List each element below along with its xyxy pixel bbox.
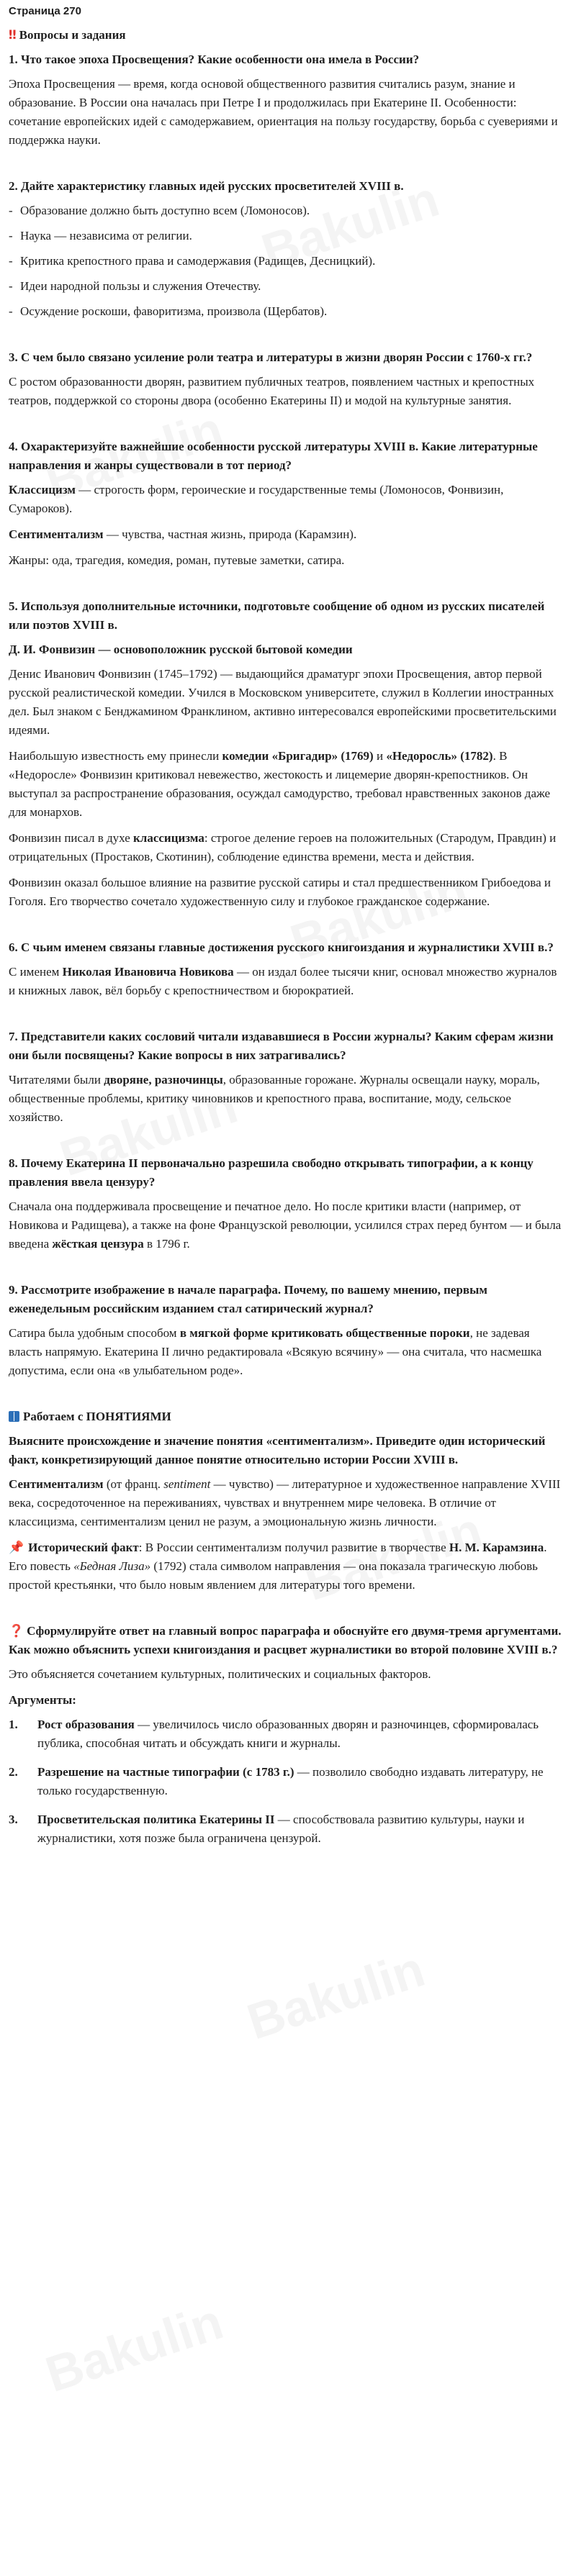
text-run: , образованные горожане. Журналы освещали науку, мораль, общественные проблемы, критику чиновников и крепостного права, воспитание, моду, сельское хозяйство. <box>9 1073 540 1124</box>
text-run: и <box>373 749 387 763</box>
watermark <box>45 2311 223 2385</box>
question-text: 1. Что такое эпоха Просвещения? Какие особенности она имела в России? <box>9 53 420 66</box>
book-icon <box>9 1411 19 1422</box>
question-9 <box>9 1281 566 1380</box>
italic-run: sentiment <box>163 1477 211 1491</box>
question-text: 5. Используя дополнительные источники, подготовьте сообщение об одном из русских писателей или поэтов XVIII в. <box>9 599 545 632</box>
text-run: в 1796 г. <box>143 1237 190 1251</box>
text-run: — чувство) — литературное и художественное направление XVIII века, сосредоточенное на переживаниях, чувствах и внутреннем мире человека. В отличие от классицизма, сентиментализм ценил не разум, а эмоциональную жизнь личности. <box>9 1477 561 1528</box>
list-item <box>9 1763 566 1800</box>
question-6 <box>9 938 566 1000</box>
term-description: — чувства, частная жизнь, природа (Карамзин). <box>103 527 357 541</box>
text-run: (от франц. <box>103 1477 164 1491</box>
answer-text <box>9 1197 566 1253</box>
text-run: (1792) стала символом направления — она показала трагическую любовь простой крестьянки, что было новым явлением для литературы того времени. <box>9 1559 538 1592</box>
text-run: — увеличилось число образованных дворян и разночинцев, сформировалась публика, способная читать и обсуждать книги и журналы. <box>37 1718 539 1750</box>
concepts-heading <box>9 1407 566 1426</box>
text-run: , не задевая власть напрямую. Екатерина II лично редактировала «Всякую всячину» — она считала, что насмешка допустима, если она «в улыбательном роде». <box>9 1326 542 1377</box>
item-number: 1. <box>9 1718 18 1731</box>
question-text: 4. Охарактеризуйте важнейшие особенности русской литературы XVIII в. Какие литературные направления и жанры существовали в тот период? <box>9 440 538 472</box>
bold-run: комедии «Бригадир» (1769) <box>222 749 374 763</box>
item-number: 2. <box>9 1765 18 1779</box>
answer-text: Это объясняется сочетанием культурных, политических и социальных факторов. <box>9 1667 431 1681</box>
list-item <box>9 1810 566 1848</box>
definition-paragraph <box>9 1475 566 1531</box>
question-5 <box>9 597 566 911</box>
list-item: - Критика крепостного права и самодержавия (Радищев, Десницкий). <box>9 252 566 271</box>
concepts-section <box>9 1407 566 1595</box>
italic-run: «Бедная Лиза» <box>73 1559 151 1573</box>
text-run: : В России сентиментализм получил развитие в творчестве <box>138 1541 449 1554</box>
question-text: 8. Почему Екатерина II первоначально разрешила свободно открывать типографии, а к концу правления ввела цензуру? <box>9 1156 534 1189</box>
definition-term: Сентиментализм <box>9 1477 104 1491</box>
bold-run: дворяне, разночинцы <box>104 1073 223 1087</box>
genres-paragraph: Жанры: ода, трагедия, комедия, роман, путевые заметки, сатира. <box>9 553 345 567</box>
text-run: — способствовала развитию культуры, науки и журналистики, хотя позже была ограничена цензурой. <box>37 1813 525 1845</box>
question-text: Сформулируйте ответ на главный вопрос параграфа и обоснуйте его двумя-тремя аргументами. Как можно объяснить успехи книгоиздания и расцвет журналистики во второй половине XVIII в.? <box>9 1624 562 1656</box>
essay-subtitle: Д. И. Фонвизин — основоположник русской бытовой комедии <box>9 643 353 656</box>
bold-run: классицизма <box>133 831 204 845</box>
bold-run: Просветительская политика Екатерины II <box>37 1813 275 1826</box>
page-number: Страница 270 <box>9 5 81 17</box>
question-mark-icon: ❓ <box>9 1624 24 1638</box>
term-classicism: Классицизм <box>9 483 76 496</box>
text-run: : строгое деление героев на положительных (Стародум, Правдин) и отрицательных (Простаков, Скотинин), соблюдение единства времени, места и действия. <box>9 831 557 863</box>
text-run: . В «Недоросле» Фонвизин критиковал невежество, жестокость и лицемерие дворян-крепостников. Он выступал за распространение образования, осуждал самодурство, требовал нравственных законов даже для монархов. <box>9 749 551 819</box>
question-4 <box>9 437 566 570</box>
term-description: — строгость форм, героические и государственные темы (Ломоносов, Фонвизин, Сумароков). <box>9 483 504 515</box>
classicism-paragraph <box>9 481 566 518</box>
item-number: 3. <box>9 1813 18 1826</box>
list-item: - Наука — независима от религии. <box>9 227 566 245</box>
text-run: Сначала она поддерживала просвещение и печатное дело. Но после критики власти (например, от Новикова и Радищева), а также на фоне Французской революции, усилился страх перед бунтом — и была введена <box>9 1199 562 1251</box>
double-exclamation-icon: ‼ <box>9 28 17 42</box>
bold-run: Н. М. Карамзина <box>449 1541 544 1554</box>
text-run: Фонвизин писал в духе <box>9 831 133 845</box>
concepts-task: Выясните происхождение и значение понятия «сентиментализм». Приведите один исторический факт, конкретизирующий данное понятие относительно истории России XVIII в. <box>9 1434 546 1466</box>
watermark <box>246 1959 425 2033</box>
text-run: — позволило свободно издавать литературу, не только государственную. <box>37 1765 544 1797</box>
term-sentimentalism: Сентиментализм <box>9 527 104 541</box>
text-run: С именем <box>9 965 63 979</box>
section-heading-title: Вопросы и задания <box>19 28 126 42</box>
answer-text: С ростом образованности дворян, развитием публичных театров, появлением частных и крепостных театров, поддержкой со стороны двора (особенно Екатерины II) и модой на культурные занятия. <box>9 375 535 407</box>
essay-paragraph: Денис Иванович Фонвизин (1745–1792) — выдающийся драматург эпохи Просвещения, автор первой русской реалистической комедии. Учился в Московском университете, служил в Коллегии иностранных дел. Был знаком с Бенджамином Франклином, активно интересовался европейскими просветительскими идеями. <box>9 667 557 737</box>
section-heading <box>9 26 566 45</box>
bold-run: Разрешение на частные типографии (с 1783 г.) <box>37 1765 294 1779</box>
question-text: 3. С чем было связано усиление роли театра и литературы в жизни дворян России с 1760-х гг.? <box>9 350 533 364</box>
bold-run: в мягкой форме критиковать общественные пороки <box>179 1326 470 1340</box>
essay-paragraph <box>9 747 566 822</box>
text-run: Читателями были <box>9 1073 104 1087</box>
answer-text: Эпоха Просвещения — время, когда основой общественного развития считались разум, знание и образование. В России она началась при Петре I и продолжилась при Екатерине II. Особенности: сочетание европейских идей с самодержавием, ориентация на пользу государству, борьба с суевериями и поддержка науки. <box>9 77 558 147</box>
essay-paragraph: Фонвизин оказал большое влияние на развитие русской сатиры и стал предшественником Грибоедова и Гоголя. Его творчество сочетало художественную силу и глубокое гражданское содержание. <box>9 876 552 908</box>
text-run: — он издал более тысячи книг, основал множество журналов и книжных лавок, вёл борьбу с крепостничеством и бюрократией. <box>9 965 557 997</box>
question-text: 9. Рассмотрите изображение в начале параграфа. Почему, по вашему мнению, первым еженедельным российским изданием стал сатирический журнал? <box>9 1283 487 1315</box>
essay-paragraph <box>9 829 566 866</box>
list-item <box>9 1715 566 1753</box>
arguments-list <box>9 1715 566 1848</box>
bold-run: «Недоросль» (1782) <box>386 749 493 763</box>
bold-run: жёсткая цензура <box>52 1237 144 1251</box>
bold-run: Рост образования <box>37 1718 135 1731</box>
list-item: - Идеи народной пользы и служения Отечеству. <box>9 277 566 296</box>
sentimentalism-paragraph <box>9 525 566 544</box>
fact-paragraph <box>9 1538 566 1595</box>
pushpin-icon: 📌 <box>9 1541 24 1555</box>
question-1 <box>9 50 566 150</box>
list-item: - Осуждение роскоши, фаворитизма, произвола (Щербатов). <box>9 302 566 321</box>
text-run: . Его повесть <box>9 1541 547 1573</box>
text-run: Сатира была удобным способом <box>9 1326 180 1340</box>
question-7 <box>9 1028 566 1127</box>
question-8 <box>9 1154 566 1253</box>
concepts-title: Работаем с ПОНЯТИЯМИ <box>23 1410 171 1423</box>
fact-label: Исторический факт <box>28 1541 139 1554</box>
ideas-list <box>9 201 566 321</box>
text-run: Наибольшую известность ему принесли <box>9 749 222 763</box>
final-question <box>9 1622 566 1659</box>
question-3 <box>9 348 566 410</box>
question-2 <box>9 177 566 321</box>
bold-run: Николая Ивановича Новикова <box>62 965 234 979</box>
question-text: 6. С чьим именем связаны главные достижения русского книгоиздания и журналистики XVIII в.? <box>9 940 554 954</box>
answer-text <box>9 963 566 1000</box>
answer-text <box>9 1324 566 1380</box>
final-question-section <box>9 1622 566 1848</box>
answer-text <box>9 1071 566 1127</box>
arguments-label: Аргументы: <box>9 1693 76 1707</box>
question-text: 7. Представители каких сословий читали издававшиеся в России журналы? Каким сферам жизни они были посвящены? Какие вопросы в них затрагивались? <box>9 1030 554 1062</box>
question-text: 2. Дайте характеристику главных идей русских просветителей XVIII в. <box>9 179 404 193</box>
list-item: - Образование должно быть доступно всем (Ломоносов). <box>9 201 566 220</box>
